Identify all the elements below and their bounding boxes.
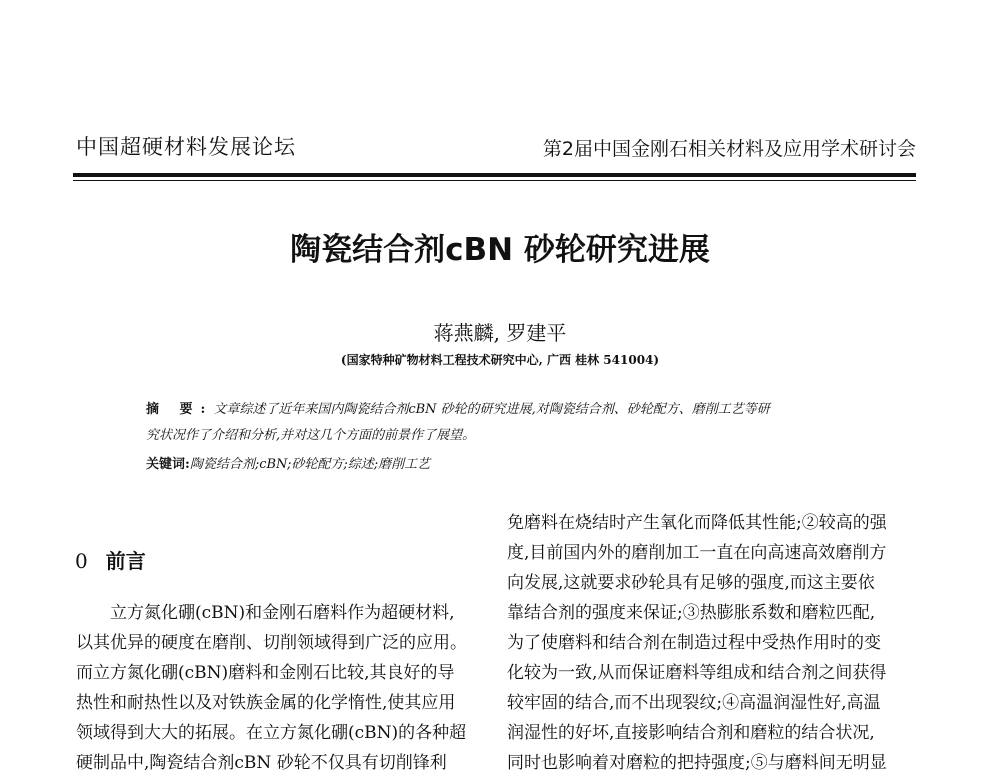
header-rule-thin: [73, 180, 916, 181]
paper-title: 陶瓷结合剂cBN 砂轮研究进展: [290, 232, 710, 268]
paper-authors: 蒋燕麟, 罗建平: [433, 321, 567, 345]
abstract-label: 摘 要:: [146, 402, 214, 417]
body-line: 化较为一致,从而保证磨料等组成和结合剂之间获得: [507, 663, 887, 683]
paper-affiliation: (国家特种矿物材料工程技术研究中心, 广西 桂林 541004): [340, 353, 660, 367]
body-line: 度,目前国内外的磨削加工一直在向高速高效磨削方: [507, 543, 887, 563]
body-line: 靠结合剂的强度来保证;③热膨胀系数和磨粒匹配,: [507, 603, 876, 623]
keywords-label: 关键词:: [146, 457, 190, 472]
section-title: 前言: [105, 549, 146, 573]
body-line: 为了使磨料和结合剂在制造过程中受热作用时的变: [507, 633, 881, 653]
body-line: 润湿性的好坏,直接影响结合剂和磨粒的结合状况,: [507, 723, 875, 743]
abstract-line: 究状况作了介绍和分析,并对这几个方面的前景作了展望。: [146, 428, 476, 443]
body-line: 领域得到大大的拓展。在立方氮化硼(cBN)的各种超: [76, 723, 467, 743]
body-line: 立方氮化硼(cBN)和金刚石磨料作为超硬材料,: [110, 603, 455, 623]
abstract-line: [146, 397, 846, 423]
running-header-right: 第2届中国金刚石相关材料及应用学术研讨会: [542, 138, 916, 160]
abstract-text: 文章综述了近年来国内陶瓷结合剂cBN 砂轮的研究进展,对陶瓷结合剂、砂轮配方、磨削工艺等研: [213, 402, 770, 417]
body-line: 热性和耐热性以及对铁族金属的化学惰性,使其应用: [76, 693, 456, 713]
body-line: 较牢固的结合,而不出现裂纹;④高温润湿性好,高温: [507, 693, 881, 713]
header-rule-thick: [73, 173, 916, 177]
right-column: [507, 508, 919, 778]
section-heading: [75, 545, 146, 574]
body-line: 硬制品中,陶瓷结合剂cBN 砂轮不仅具有切削锋利: [76, 753, 447, 773]
body-line: 同时也影响着对磨粒的把持强度;⑤与磨料间无明显: [507, 753, 887, 773]
keywords-text: 陶瓷结合剂;cBN;砂轮配方;综述;磨削工艺: [189, 457, 431, 472]
body-line: 而立方氮化硼(cBN)磨料和金刚石比较,其良好的导: [76, 663, 455, 683]
section-number: 0: [75, 549, 88, 573]
keywords: [146, 453, 846, 472]
body-line: 向发展,这就要求砂轮具有足够的强度,而这主要依: [507, 573, 875, 593]
body-line: 免磨料在烧结时产生氧化而降低其性能;②较高的强: [507, 513, 887, 533]
body-line: 以其优异的硬度在磨削、切削领域得到广泛的应用。: [76, 633, 467, 653]
running-header-left: 中国超硬材料发展论坛: [76, 135, 296, 159]
abstract: [146, 397, 846, 449]
left-column: [76, 598, 478, 778]
